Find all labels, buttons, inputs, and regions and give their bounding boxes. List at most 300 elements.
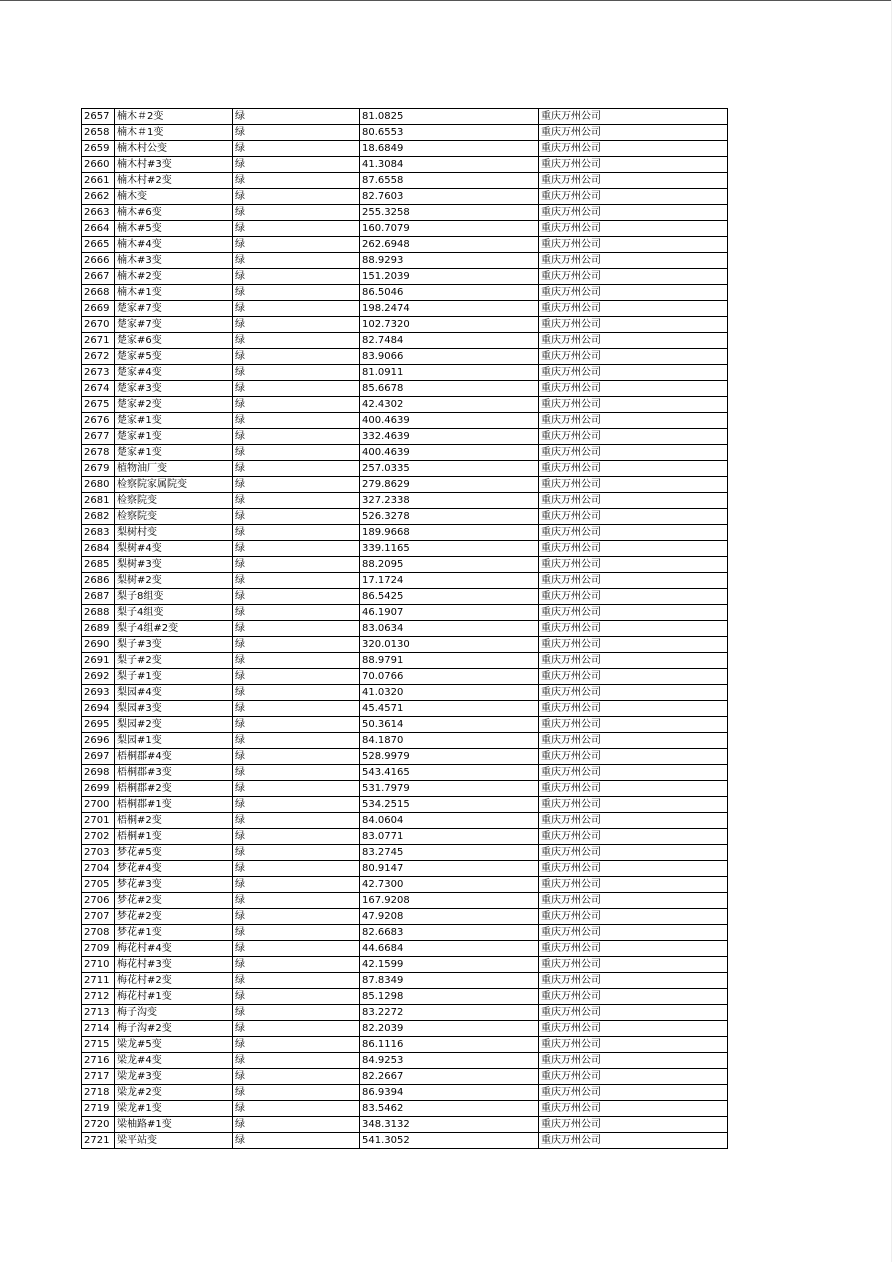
table-row: [82, 269, 728, 285]
company-cell: 重庆万州公司: [539, 157, 728, 173]
transformer-name-cell: 梅子沟#2变: [115, 1021, 233, 1037]
table-row: [82, 253, 728, 269]
table-row: [82, 365, 728, 381]
row-number-cell: 2681: [82, 493, 115, 509]
company-cell: 重庆万州公司: [539, 237, 728, 253]
status-color-cell: 绿: [233, 717, 360, 733]
table-row: [82, 877, 728, 893]
row-number-cell: 2706: [82, 893, 115, 909]
transformer-name-cell: 梁龙#4变: [115, 1053, 233, 1069]
row-number-cell: 2708: [82, 925, 115, 941]
company-cell: 重庆万州公司: [539, 445, 728, 461]
row-number-cell: 2699: [82, 781, 115, 797]
row-number-cell: 2668: [82, 285, 115, 301]
row-number-cell: 2665: [82, 237, 115, 253]
status-color-cell: 绿: [233, 429, 360, 445]
company-cell: 重庆万州公司: [539, 781, 728, 797]
value-cell: 83.0634: [360, 621, 539, 637]
status-color-cell: 绿: [233, 589, 360, 605]
company-cell: 重庆万州公司: [539, 685, 728, 701]
transformer-name-cell: 梧桐郡#1变: [115, 797, 233, 813]
table-row: [82, 509, 728, 525]
table-row: [82, 1069, 728, 1085]
row-number-cell: 2689: [82, 621, 115, 637]
status-color-cell: 绿: [233, 1117, 360, 1133]
table-row: [82, 349, 728, 365]
page-top-border: [0, 0, 892, 1]
status-color-cell: 绿: [233, 413, 360, 429]
row-number-cell: 2701: [82, 813, 115, 829]
transformer-name-cell: 梁龙#2变: [115, 1085, 233, 1101]
transformer-name-cell: 梦花#2变: [115, 893, 233, 909]
transformer-name-cell: 楠木#3变: [115, 253, 233, 269]
table-row: [82, 445, 728, 461]
status-color-cell: 绿: [233, 989, 360, 1005]
value-cell: 327.2338: [360, 493, 539, 509]
table-row: [82, 525, 728, 541]
status-color-cell: 绿: [233, 1037, 360, 1053]
row-number-cell: 2658: [82, 125, 115, 141]
value-cell: 332.4639: [360, 429, 539, 445]
row-number-cell: 2707: [82, 909, 115, 925]
status-color-cell: 绿: [233, 141, 360, 157]
value-cell: 50.3614: [360, 717, 539, 733]
transformer-name-cell: 梨园#2变: [115, 717, 233, 733]
transformer-name-cell: 楠木#5变: [115, 221, 233, 237]
transformer-name-cell: 梅花村#4变: [115, 941, 233, 957]
value-cell: 84.9253: [360, 1053, 539, 1069]
table-row: [82, 685, 728, 701]
table-row: [82, 733, 728, 749]
transformer-name-cell: 楚家#5变: [115, 349, 233, 365]
row-number-cell: 2718: [82, 1085, 115, 1101]
transformer-name-cell: 楠木#1变: [115, 285, 233, 301]
company-cell: 重庆万州公司: [539, 701, 728, 717]
transformer-name-cell: 梨树#2变: [115, 573, 233, 589]
transformer-name-cell: 楠木村#2变: [115, 173, 233, 189]
table-row: [82, 141, 728, 157]
status-color-cell: 绿: [233, 125, 360, 141]
status-color-cell: 绿: [233, 621, 360, 637]
company-cell: 重庆万州公司: [539, 381, 728, 397]
value-cell: 160.7079: [360, 221, 539, 237]
status-color-cell: 绿: [233, 557, 360, 573]
transformer-name-cell: 梨子#3变: [115, 637, 233, 653]
table-row: [82, 829, 728, 845]
value-cell: 83.5462: [360, 1101, 539, 1117]
transformer-name-cell: 楚家#1变: [115, 429, 233, 445]
value-cell: 41.3084: [360, 157, 539, 173]
value-cell: 82.7484: [360, 333, 539, 349]
value-cell: 102.7320: [360, 317, 539, 333]
table-row: [82, 285, 728, 301]
transformer-name-cell: 楚家#2变: [115, 397, 233, 413]
value-cell: 339.1165: [360, 541, 539, 557]
table-row: [82, 989, 728, 1005]
value-cell: 255.3258: [360, 205, 539, 221]
status-color-cell: 绿: [233, 109, 360, 125]
row-number-cell: 2694: [82, 701, 115, 717]
row-number-cell: 2663: [82, 205, 115, 221]
row-number-cell: 2677: [82, 429, 115, 445]
company-cell: 重庆万州公司: [539, 973, 728, 989]
row-number-cell: 2683: [82, 525, 115, 541]
status-color-cell: 绿: [233, 269, 360, 285]
company-cell: 重庆万州公司: [539, 1085, 728, 1101]
value-cell: 81.0825: [360, 109, 539, 125]
table-row: [82, 413, 728, 429]
row-number-cell: 2698: [82, 765, 115, 781]
status-color-cell: 绿: [233, 1053, 360, 1069]
company-cell: 重庆万州公司: [539, 189, 728, 205]
status-color-cell: 绿: [233, 845, 360, 861]
value-cell: 534.2515: [360, 797, 539, 813]
company-cell: 重庆万州公司: [539, 1005, 728, 1021]
value-cell: 257.0335: [360, 461, 539, 477]
table-row: [82, 1117, 728, 1133]
transformer-name-cell: 楠木＃2变: [115, 109, 233, 125]
row-number-cell: 2714: [82, 1021, 115, 1037]
table-row: [82, 573, 728, 589]
table-row: [82, 621, 728, 637]
row-number-cell: 2696: [82, 733, 115, 749]
transformer-name-cell: 楚家#7变: [115, 301, 233, 317]
row-number-cell: 2686: [82, 573, 115, 589]
status-color-cell: 绿: [233, 173, 360, 189]
table-row: [82, 381, 728, 397]
table-row: [82, 909, 728, 925]
transformer-name-cell: 梁平站变: [115, 1133, 233, 1149]
value-cell: 41.0320: [360, 685, 539, 701]
status-color-cell: 绿: [233, 541, 360, 557]
row-number-cell: 2662: [82, 189, 115, 205]
row-number-cell: 2685: [82, 557, 115, 573]
value-cell: 70.0766: [360, 669, 539, 685]
value-cell: 88.9293: [360, 253, 539, 269]
table-row: [82, 237, 728, 253]
value-cell: 84.0604: [360, 813, 539, 829]
company-cell: 重庆万州公司: [539, 493, 728, 509]
transformer-name-cell: 梧桐#2变: [115, 813, 233, 829]
transformer-name-cell: 梧桐郡#2变: [115, 781, 233, 797]
value-cell: 262.6948: [360, 237, 539, 253]
status-color-cell: 绿: [233, 829, 360, 845]
company-cell: 重庆万州公司: [539, 669, 728, 685]
value-cell: 87.6558: [360, 173, 539, 189]
row-number-cell: 2684: [82, 541, 115, 557]
transformer-name-cell: 梅花村#3变: [115, 957, 233, 973]
company-cell: 重庆万州公司: [539, 125, 728, 141]
transformer-name-cell: 梨子#1变: [115, 669, 233, 685]
value-cell: 526.3278: [360, 509, 539, 525]
transformer-name-cell: 楚家#6变: [115, 333, 233, 349]
table-row: [82, 653, 728, 669]
table-row: [82, 429, 728, 445]
transformer-name-cell: 楠木#4变: [115, 237, 233, 253]
company-cell: 重庆万州公司: [539, 733, 728, 749]
transformer-name-cell: 楠木#6变: [115, 205, 233, 221]
row-number-cell: 2695: [82, 717, 115, 733]
transformer-name-cell: 梁龙#5变: [115, 1037, 233, 1053]
company-cell: 重庆万州公司: [539, 765, 728, 781]
row-number-cell: 2704: [82, 861, 115, 877]
status-color-cell: 绿: [233, 333, 360, 349]
table-row: [82, 125, 728, 141]
value-cell: 83.0771: [360, 829, 539, 845]
row-number-cell: 2666: [82, 253, 115, 269]
value-cell: 85.6678: [360, 381, 539, 397]
value-cell: 42.4302: [360, 397, 539, 413]
table-row: [82, 1021, 728, 1037]
row-number-cell: 2705: [82, 877, 115, 893]
table-row: [82, 893, 728, 909]
transformer-name-cell: 楠木＃1变: [115, 125, 233, 141]
status-color-cell: 绿: [233, 749, 360, 765]
row-number-cell: 2697: [82, 749, 115, 765]
value-cell: 400.4639: [360, 413, 539, 429]
value-cell: 528.9979: [360, 749, 539, 765]
value-cell: 85.1298: [360, 989, 539, 1005]
status-color-cell: 绿: [233, 813, 360, 829]
status-color-cell: 绿: [233, 797, 360, 813]
company-cell: 重庆万州公司: [539, 461, 728, 477]
table-row: [82, 717, 728, 733]
status-color-cell: 绿: [233, 669, 360, 685]
row-number-cell: 2661: [82, 173, 115, 189]
transformer-name-cell: 楠木变: [115, 189, 233, 205]
table-row: [82, 173, 728, 189]
status-color-cell: 绿: [233, 893, 360, 909]
table-row: [82, 1133, 728, 1149]
status-color-cell: 绿: [233, 909, 360, 925]
row-number-cell: 2716: [82, 1053, 115, 1069]
row-number-cell: 2674: [82, 381, 115, 397]
row-number-cell: 2673: [82, 365, 115, 381]
value-cell: 348.3132: [360, 1117, 539, 1133]
value-cell: 47.9208: [360, 909, 539, 925]
status-color-cell: 绿: [233, 973, 360, 989]
status-color-cell: 绿: [233, 701, 360, 717]
status-color-cell: 绿: [233, 781, 360, 797]
company-cell: 重庆万州公司: [539, 429, 728, 445]
transformer-name-cell: 检察院变: [115, 509, 233, 525]
value-cell: 400.4639: [360, 445, 539, 461]
status-color-cell: 绿: [233, 685, 360, 701]
company-cell: 重庆万州公司: [539, 253, 728, 269]
row-number-cell: 2715: [82, 1037, 115, 1053]
table-row: [82, 493, 728, 509]
table-row: [82, 541, 728, 557]
value-cell: 44.6684: [360, 941, 539, 957]
company-cell: 重庆万州公司: [539, 1101, 728, 1117]
company-cell: 重庆万州公司: [539, 109, 728, 125]
company-cell: 重庆万州公司: [539, 845, 728, 861]
company-cell: 重庆万州公司: [539, 909, 728, 925]
table-row: [82, 221, 728, 237]
company-cell: 重庆万州公司: [539, 893, 728, 909]
value-cell: 189.9668: [360, 525, 539, 541]
status-color-cell: 绿: [233, 253, 360, 269]
row-number-cell: 2680: [82, 477, 115, 493]
value-cell: 88.2095: [360, 557, 539, 573]
value-cell: 42.7300: [360, 877, 539, 893]
row-number-cell: 2710: [82, 957, 115, 973]
table-row: [82, 477, 728, 493]
status-color-cell: 绿: [233, 317, 360, 333]
status-color-cell: 绿: [233, 1069, 360, 1085]
transformer-name-cell: 梨子#2变: [115, 653, 233, 669]
table-row: [82, 397, 728, 413]
transformer-name-cell: 楠木村#3变: [115, 157, 233, 173]
table-row: [82, 669, 728, 685]
value-cell: 81.0911: [360, 365, 539, 381]
row-number-cell: 2720: [82, 1117, 115, 1133]
transformer-name-cell: 楚家#1变: [115, 413, 233, 429]
row-number-cell: 2664: [82, 221, 115, 237]
row-number-cell: 2712: [82, 989, 115, 1005]
transformer-name-cell: 楚家#1变: [115, 445, 233, 461]
row-number-cell: 2703: [82, 845, 115, 861]
value-cell: 82.7603: [360, 189, 539, 205]
row-number-cell: 2659: [82, 141, 115, 157]
value-cell: 82.2039: [360, 1021, 539, 1037]
transformer-name-cell: 梦花#4变: [115, 861, 233, 877]
status-color-cell: 绿: [233, 157, 360, 173]
row-number-cell: 2679: [82, 461, 115, 477]
status-color-cell: 绿: [233, 525, 360, 541]
table-row: [82, 797, 728, 813]
company-cell: 重庆万州公司: [539, 605, 728, 621]
company-cell: 重庆万州公司: [539, 653, 728, 669]
table-row: [82, 1085, 728, 1101]
row-number-cell: 2671: [82, 333, 115, 349]
table-row: [82, 189, 728, 205]
company-cell: 重庆万州公司: [539, 829, 728, 845]
table-row: [82, 157, 728, 173]
value-cell: 86.5425: [360, 589, 539, 605]
status-color-cell: 绿: [233, 605, 360, 621]
transformer-name-cell: 梨子4组#2变: [115, 621, 233, 637]
transformer-name-cell: 梅子沟变: [115, 1005, 233, 1021]
table-row: [82, 1101, 728, 1117]
row-number-cell: 2690: [82, 637, 115, 653]
company-cell: 重庆万州公司: [539, 1053, 728, 1069]
transformer-name-cell: 梧桐郡#3变: [115, 765, 233, 781]
row-number-cell: 2687: [82, 589, 115, 605]
company-cell: 重庆万州公司: [539, 573, 728, 589]
status-color-cell: 绿: [233, 765, 360, 781]
company-cell: 重庆万州公司: [539, 749, 728, 765]
row-number-cell: 2700: [82, 797, 115, 813]
row-number-cell: 2660: [82, 157, 115, 173]
row-number-cell: 2678: [82, 445, 115, 461]
company-cell: 重庆万州公司: [539, 1069, 728, 1085]
transformer-name-cell: 梨子4组变: [115, 605, 233, 621]
status-color-cell: 绿: [233, 285, 360, 301]
row-number-cell: 2719: [82, 1101, 115, 1117]
transformer-name-cell: 梦花#5变: [115, 845, 233, 861]
status-color-cell: 绿: [233, 461, 360, 477]
value-cell: 279.8629: [360, 477, 539, 493]
row-number-cell: 2717: [82, 1069, 115, 1085]
transformer-name-cell: 楠木村公变: [115, 141, 233, 157]
transformer-name-cell: 梅花村#2变: [115, 973, 233, 989]
row-number-cell: 2711: [82, 973, 115, 989]
table-row: [82, 701, 728, 717]
company-cell: 重庆万州公司: [539, 717, 728, 733]
status-color-cell: 绿: [233, 189, 360, 205]
transformer-name-cell: 梨园#1变: [115, 733, 233, 749]
table-row: [82, 461, 728, 477]
value-cell: 198.2474: [360, 301, 539, 317]
row-number-cell: 2702: [82, 829, 115, 845]
value-cell: 543.4165: [360, 765, 539, 781]
table-row: [82, 765, 728, 781]
company-cell: 重庆万州公司: [539, 557, 728, 573]
row-number-cell: 2691: [82, 653, 115, 669]
transformer-name-cell: 梧桐#1变: [115, 829, 233, 845]
company-cell: 重庆万州公司: [539, 477, 728, 493]
company-cell: 重庆万州公司: [539, 221, 728, 237]
row-number-cell: 2709: [82, 941, 115, 957]
transformer-name-cell: 楚家#3变: [115, 381, 233, 397]
value-cell: 82.2667: [360, 1069, 539, 1085]
value-cell: 42.1599: [360, 957, 539, 973]
table-row: [82, 637, 728, 653]
value-cell: 18.6849: [360, 141, 539, 157]
value-cell: 320.0130: [360, 637, 539, 653]
transformer-name-cell: 梅花村#1变: [115, 989, 233, 1005]
transformer-name-cell: 梨园#3变: [115, 701, 233, 717]
company-cell: 重庆万州公司: [539, 1133, 728, 1149]
status-color-cell: 绿: [233, 509, 360, 525]
company-cell: 重庆万州公司: [539, 525, 728, 541]
status-color-cell: 绿: [233, 941, 360, 957]
company-cell: 重庆万州公司: [539, 509, 728, 525]
row-number-cell: 2692: [82, 669, 115, 685]
value-cell: 541.3052: [360, 1133, 539, 1149]
company-cell: 重庆万州公司: [539, 349, 728, 365]
value-cell: 80.6553: [360, 125, 539, 141]
status-color-cell: 绿: [233, 1021, 360, 1037]
status-color-cell: 绿: [233, 301, 360, 317]
status-color-cell: 绿: [233, 365, 360, 381]
table-row: [82, 925, 728, 941]
status-color-cell: 绿: [233, 637, 360, 653]
value-cell: 80.9147: [360, 861, 539, 877]
row-number-cell: 2669: [82, 301, 115, 317]
company-cell: 重庆万州公司: [539, 957, 728, 973]
value-cell: 86.1116: [360, 1037, 539, 1053]
table-row: [82, 845, 728, 861]
company-cell: 重庆万州公司: [539, 397, 728, 413]
transformer-name-cell: 梨子8组变: [115, 589, 233, 605]
value-cell: 45.4571: [360, 701, 539, 717]
transformer-name-cell: 梨树#3变: [115, 557, 233, 573]
value-cell: 167.9208: [360, 893, 539, 909]
transformer-name-cell: 植物油厂变: [115, 461, 233, 477]
company-cell: 重庆万州公司: [539, 269, 728, 285]
company-cell: 重庆万州公司: [539, 285, 728, 301]
table-row: [82, 749, 728, 765]
transformer-name-cell: 梧桐郡#4变: [115, 749, 233, 765]
company-cell: 重庆万州公司: [539, 589, 728, 605]
table-row: [82, 333, 728, 349]
company-cell: 重庆万州公司: [539, 941, 728, 957]
transformer-data-table: [81, 108, 728, 1149]
company-cell: 重庆万州公司: [539, 813, 728, 829]
table-row: [82, 301, 728, 317]
